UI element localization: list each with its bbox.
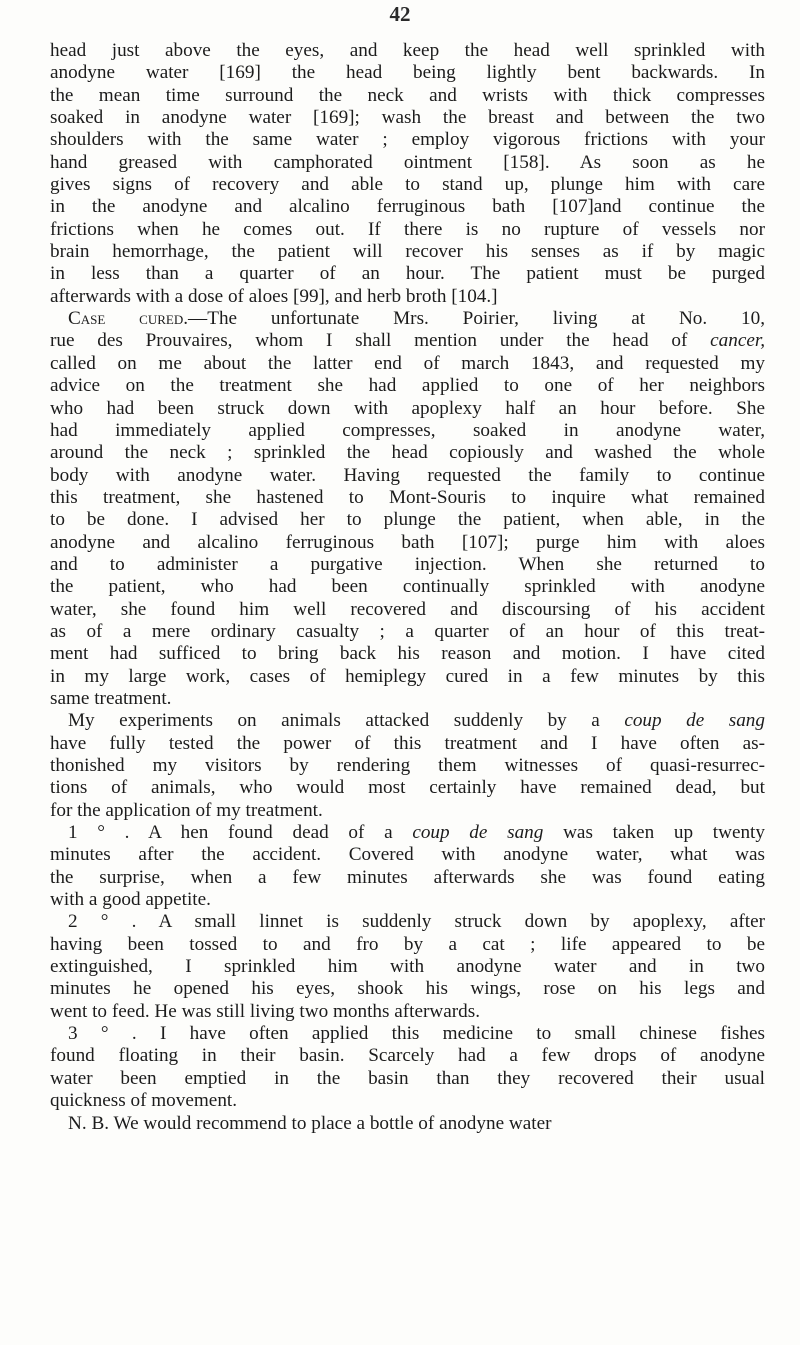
line-text: thonished my visitors by rendering them witnesses of quasi-resurrec- bbox=[50, 755, 765, 776]
line-text: advice on the treatment she had applied to one of her neighbors bbox=[50, 375, 765, 397]
line-text: with a good appetite. bbox=[50, 889, 211, 911]
line-text: have fully tested the power of this treatment and I have often as- bbox=[50, 732, 765, 754]
line-text: extinguished, I sprinkled him with anodyne water and in two bbox=[50, 956, 765, 978]
text-line bbox=[50, 330, 765, 352]
line-text: water been emptied in the basin than they recovered their usual bbox=[50, 1067, 765, 1089]
line-text: the surprise, when a few minutes afterwards she was found eating bbox=[50, 866, 765, 888]
text-line bbox=[50, 777, 765, 799]
text-line bbox=[50, 554, 765, 576]
line-text: had immediately applied compresses, soaked in anodyne water, bbox=[50, 419, 765, 441]
text-line bbox=[50, 398, 765, 420]
text-line bbox=[50, 129, 765, 151]
text-line bbox=[50, 800, 765, 822]
text-line bbox=[50, 420, 765, 442]
line-text: called on me about the latter end of march 1843, and requested my bbox=[50, 352, 765, 374]
line-text: frictions when he comes out. If there is no rupture of vessels nor bbox=[50, 218, 765, 240]
text-line bbox=[50, 643, 765, 665]
line-text: soaked in anodyne water [169]; wash the breast and between the two bbox=[50, 107, 765, 129]
text-line bbox=[50, 911, 765, 933]
line-text: quickness of movement. bbox=[50, 1090, 238, 1112]
text-line bbox=[50, 509, 765, 531]
text-line bbox=[50, 263, 765, 285]
line-text: in the anodyne and alcalino ferruginous bath [107]and continue the bbox=[50, 196, 765, 218]
text-line bbox=[50, 1113, 765, 1135]
line-text: the mean time surround the neck and wrists with thick compresses bbox=[50, 84, 765, 106]
case-heading: Case cured. bbox=[68, 308, 189, 330]
text-line bbox=[50, 219, 765, 241]
text-line bbox=[50, 666, 765, 688]
line-text: anodyne water [169] the head being lightly bent backwards. In bbox=[50, 62, 765, 84]
line-text: N. B. We would recommend to place a bottle of anodyne water bbox=[68, 1112, 552, 1134]
line-text: My experiments on animals attacked suddenly by a bbox=[68, 710, 600, 732]
line-text: afterwards with a dose of aloes [99], and herb broth [104.] bbox=[50, 285, 498, 307]
line-text: minutes after the accident. Covered with anodyne water, what was bbox=[50, 844, 765, 866]
line-text: in my large work, cases of hemiplegy cured in a few minutes by this bbox=[50, 665, 765, 687]
page-number: 42 bbox=[389, 2, 411, 26]
line-text: for the application of my treatment. bbox=[50, 799, 323, 821]
text-line bbox=[50, 978, 765, 1000]
line-text: body with anodyne water. Having requested the family to continue bbox=[50, 464, 765, 486]
line-text: to be done. I advised her to plunge the patient, when able, in the bbox=[50, 509, 765, 531]
line-text: went to feed. He was still living two months afterwards. bbox=[50, 1000, 481, 1022]
text-line bbox=[50, 62, 765, 84]
text-line bbox=[50, 710, 765, 732]
line-text: in less than a quarter of an hour. The patient must be purged bbox=[50, 263, 765, 285]
line-text: who had been struck down with apoplexy half an hour before. She bbox=[50, 397, 765, 419]
line-text: found floating in their basin. Scarcely had a few drops of anodyne bbox=[50, 1045, 765, 1067]
line-text: hand greased with camphorated ointment [158]. As soon as he bbox=[50, 151, 765, 173]
italic-term: coup de sang bbox=[624, 710, 765, 732]
line-text: same treatment. bbox=[50, 687, 172, 709]
line-text-continued: was taken up twenty bbox=[543, 822, 765, 844]
text-line bbox=[50, 196, 765, 218]
text-line bbox=[50, 733, 765, 755]
text-line bbox=[50, 688, 765, 710]
line-text: shoulders with the same water ; employ vigorous frictions with your bbox=[50, 129, 765, 151]
line-text: as of a mere ordinary casualty ; a quarter of an hour of this treat- bbox=[50, 620, 765, 642]
text-line bbox=[50, 621, 765, 643]
line-text: 1 ° . A hen found dead of a bbox=[68, 822, 393, 844]
line-text: having been tossed to and fro by a cat ; life appeared to be bbox=[50, 933, 765, 955]
line-text: water, she found him well recovered and discoursing of his accident bbox=[50, 598, 765, 620]
line-text: tions of animals, who would most certainly have remained dead, but bbox=[50, 777, 765, 799]
text-line bbox=[50, 532, 765, 554]
line-text: this treatment, she hastened to Mont-Souris to inquire what remained bbox=[50, 486, 765, 508]
text-line bbox=[50, 1090, 765, 1112]
text-line bbox=[50, 755, 765, 777]
text-line bbox=[50, 442, 765, 464]
text-line bbox=[50, 375, 765, 397]
text-line bbox=[50, 241, 765, 263]
text-line bbox=[50, 934, 765, 956]
text-line bbox=[50, 107, 765, 129]
line-text: rue des Prouvaires, whom I shall mention under the head of bbox=[50, 330, 688, 352]
line-text: head just above the eyes, and keep the head well sprinkled with bbox=[50, 40, 765, 61]
text-line bbox=[50, 1023, 765, 1045]
text-line bbox=[50, 889, 765, 911]
text-line bbox=[50, 844, 765, 866]
line-text: —The unfortunate Mrs. Poirier, living at No. 10, bbox=[188, 308, 765, 330]
italic-term: cancer, bbox=[710, 330, 765, 352]
line-text: anodyne and alcalino ferruginous bath [107]; purge him with aloes bbox=[50, 531, 765, 553]
text-line bbox=[50, 487, 765, 509]
line-text: 3 ° . I have often applied this medicine to small chinese fishes bbox=[68, 1023, 765, 1045]
text-line bbox=[50, 174, 765, 196]
text-line bbox=[50, 85, 765, 107]
text-line bbox=[50, 599, 765, 621]
italic-term: coup de sang bbox=[412, 822, 544, 844]
text-line bbox=[50, 465, 765, 487]
text-line bbox=[50, 1001, 765, 1023]
line-text: gives signs of recovery and able to stand up, plunge him with care bbox=[50, 174, 765, 196]
text-line bbox=[50, 1045, 765, 1067]
line-text: 2 ° . A small linnet is suddenly struck down by apoplexy, after bbox=[68, 911, 765, 933]
line-text: brain hemorrhage, the patient will recover his senses as if by magic bbox=[50, 241, 765, 263]
text-line bbox=[50, 152, 765, 174]
text-line bbox=[50, 353, 765, 375]
text-line bbox=[50, 286, 765, 308]
text-line bbox=[50, 40, 765, 62]
line-text: minutes he opened his eyes, shook his wings, rose on his legs and bbox=[50, 978, 765, 1000]
text-line bbox=[50, 956, 765, 978]
line-text: the patient, who had been continually sprinkled with anodyne bbox=[50, 576, 765, 598]
text-line bbox=[50, 1068, 765, 1090]
line-text: ment had sufficed to bring back his reason and motion. I have cited bbox=[50, 643, 765, 665]
text-line bbox=[50, 822, 765, 844]
text-line bbox=[50, 867, 765, 889]
text-line bbox=[50, 308, 765, 330]
line-text: around the neck ; sprinkled the head copiously and washed the whole bbox=[50, 442, 765, 464]
body-text bbox=[50, 40, 765, 1135]
line-text: and to administer a purgative injection. When she returned to bbox=[50, 553, 765, 575]
text-line bbox=[50, 576, 765, 598]
